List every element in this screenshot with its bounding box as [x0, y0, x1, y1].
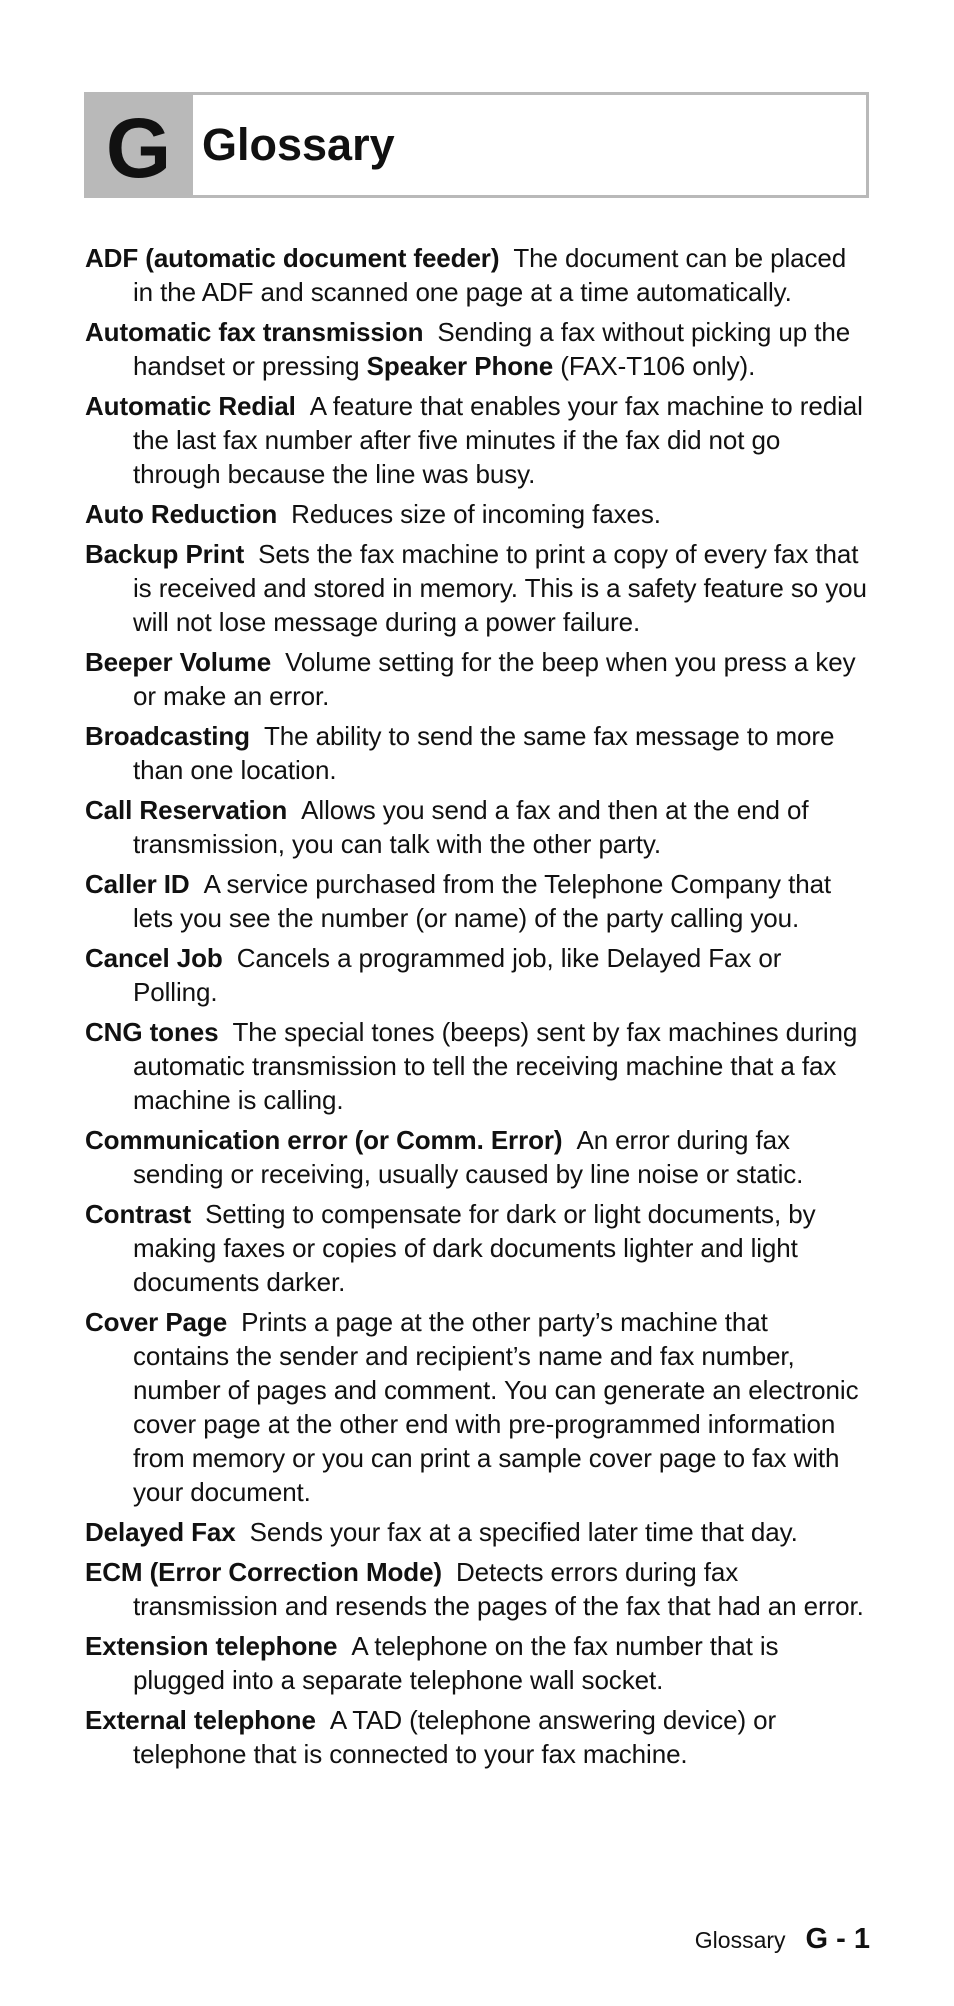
- glossary-entry: [85, 1197, 869, 1299]
- glossary-definition: Cancels a programmed job, like Delayed Fax or Polling.: [133, 943, 782, 1007]
- glossary-term: Contrast: [85, 1199, 192, 1229]
- glossary-definition: The special tones (beeps) sent by fax machines during automatic transmission to tell the receiving machine that a fax machine is calling.: [133, 1017, 858, 1115]
- glossary-term: Automatic Redial: [85, 391, 296, 421]
- glossary-definition: A feature that enables your fax machine to redial the last fax number after five minutes if the fax did not go through because the line was busy.: [133, 391, 863, 489]
- glossary-entry: [85, 1305, 869, 1509]
- page-footer: [695, 1923, 870, 1956]
- glossary-definition: Allows you send a fax and then at the end of transmission, you can talk with the other party.: [133, 795, 809, 859]
- glossary-definition: Prints a page at the other party’s machine that contains the sender and recipient’s name and fax number, number of pages and comment. You can generate an electronic cover page at the other end with pre-programmed information from memory or you can print a sample cover page to fax with your document.: [133, 1307, 859, 1507]
- glossary-term: Broadcasting: [85, 721, 250, 751]
- glossary-term: Caller ID: [85, 869, 190, 899]
- glossary-entry: [85, 1123, 869, 1191]
- glossary-definition: An error during fax sending or receiving, usually caused by line noise or static.: [133, 1125, 804, 1189]
- page-number: G - 1: [805, 1923, 870, 1955]
- glossary-definition-continued: (FAX-T106 only).: [553, 351, 756, 381]
- chapter-title: Glossary: [202, 119, 395, 170]
- glossary-term: ADF (automatic document feeder): [85, 243, 500, 273]
- glossary-entry: [85, 867, 869, 935]
- glossary-entry: [85, 241, 869, 309]
- glossary-entry: [85, 793, 869, 861]
- glossary-definition: A telephone on the fax number that is plugged into a separate telephone wall socket.: [133, 1631, 779, 1695]
- glossary-term: Automatic fax transmission: [85, 317, 424, 347]
- glossary-entry: [85, 1703, 869, 1771]
- chapter-header: [84, 92, 869, 198]
- glossary-entry: [85, 537, 869, 639]
- glossary-definition: Setting to compensate for dark or light documents, by making faxes or copies of dark documents lighter and light documents darker.: [133, 1199, 816, 1297]
- glossary-definition: The document can be placed in the ADF and scanned one page at a time automatically.: [133, 243, 847, 307]
- chapter-letter-tab: [84, 92, 193, 198]
- glossary-entry: [85, 1555, 869, 1623]
- glossary-term: ECM (Error Correction Mode): [85, 1557, 442, 1587]
- glossary-entry: [85, 497, 869, 531]
- glossary-entry: [85, 389, 869, 491]
- glossary-entry: [85, 941, 869, 1009]
- glossary-term: Backup Print: [85, 539, 245, 569]
- glossary-definition: The ability to send the same fax message to more than one location.: [133, 721, 835, 785]
- glossary-definition: Volume setting for the beep when you press a key or make an error.: [133, 647, 856, 711]
- glossary-term: Beeper Volume: [85, 647, 272, 677]
- glossary-term: Auto Reduction: [85, 499, 278, 529]
- glossary-entry: [85, 719, 869, 787]
- chapter-letter: G: [105, 101, 172, 195]
- glossary-entry: [85, 1015, 869, 1117]
- glossary-entry: [85, 645, 869, 713]
- glossary-term: Delayed Fax: [85, 1517, 236, 1547]
- glossary-definition: Sending a fax without picking up the handset or pressing: [133, 317, 851, 381]
- glossary-entry: [85, 1515, 869, 1549]
- glossary-term: Communication error (or Comm. Error): [85, 1125, 563, 1155]
- glossary-entry: [85, 1629, 869, 1697]
- key-name: Speaker Phone: [366, 351, 554, 381]
- glossary-term: Call Reservation: [85, 795, 288, 825]
- glossary-term: Cover Page: [85, 1307, 228, 1337]
- glossary-definition: Detects errors during fax transmission and resends the pages of the fax that had an error.: [133, 1557, 864, 1621]
- glossary-definition: A service purchased from the Telephone Company that lets you see the number (or name) of the party calling you.: [133, 869, 832, 933]
- glossary-list: [85, 241, 869, 1777]
- glossary-term: External telephone: [85, 1705, 316, 1735]
- glossary-term: Extension telephone: [85, 1631, 338, 1661]
- glossary-term: Cancel Job: [85, 943, 223, 973]
- glossary-definition: Sends your fax at a specified later time that day.: [249, 1517, 798, 1547]
- glossary-definition: Reduces size of incoming faxes.: [291, 499, 661, 529]
- glossary-definition: Sets the fax machine to print a copy of every fax that is received and stored in memory. This is a safety feature so you will not lose message during a power failure.: [133, 539, 867, 637]
- footer-section-name: Glossary: [694, 1927, 786, 1953]
- glossary-entry: [85, 315, 869, 383]
- glossary-definition: A TAD (telephone answering device) or telephone that is connected to your fax machine.: [133, 1705, 777, 1769]
- glossary-term: CNG tones: [85, 1017, 219, 1047]
